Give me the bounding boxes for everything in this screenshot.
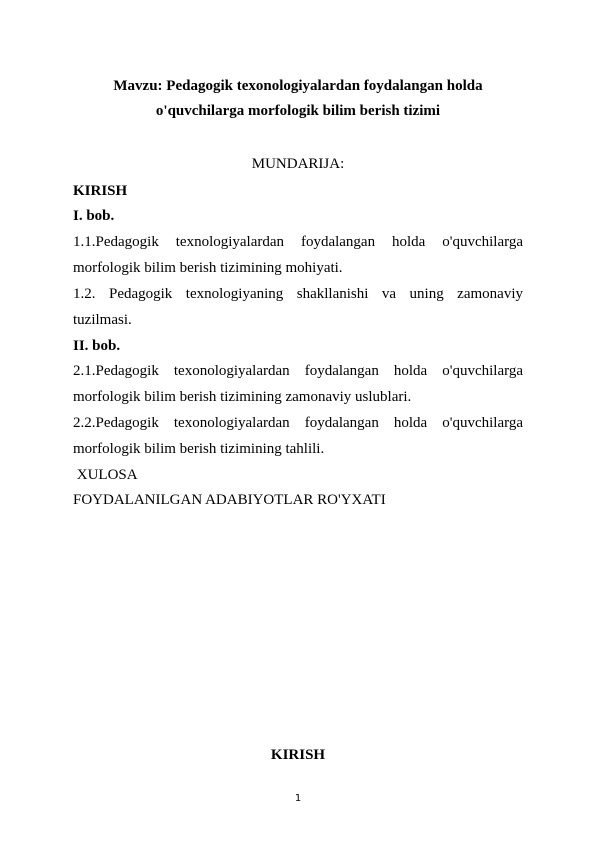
document-title-line-1: Mavzu: Pedagogik texonologiyalardan foydalangan holda bbox=[113, 78, 483, 94]
toc-item-2-2-line-1: 2.2.Pedagogik texonologiyalardan foydalangan holda o'quvchilarga bbox=[73, 415, 523, 431]
document-title-line-2: o'quvchilarga morfologik bilim berish tizimi bbox=[155, 103, 441, 119]
contents-heading: MUNDARIJA: bbox=[251, 156, 345, 172]
toc-item-2-1-line-1: 2.1.Pedagogik texonologiyalardan foydalangan holda o'quvchilarga bbox=[73, 363, 523, 379]
toc-references: FOYDALANILGAN ADABIYOTLAR RO'YXATI bbox=[73, 492, 386, 508]
toc-item-1-2-line-2: tuzilmasi. bbox=[73, 312, 132, 328]
toc-item-1-2-line-1: 1.2. Pedagogik texnologiyaning shakllanishi va uning zamonaviy bbox=[73, 286, 523, 302]
toc-conclusion: XULOSA bbox=[73, 467, 138, 483]
section-heading-intro: KIRISH bbox=[270, 747, 326, 763]
toc-intro: KIRISH bbox=[73, 183, 128, 199]
toc-item-2-1-line-2: morfologik bilim berish tizimining zamonaviy uslublari. bbox=[73, 389, 412, 405]
toc-chapter-1: I. bob. bbox=[73, 208, 115, 224]
page-number: 1 bbox=[294, 793, 302, 804]
toc-item-2-2-line-2: morfologik bilim berish tizimining tahlili. bbox=[73, 441, 325, 457]
toc-item-1-1-line-1: 1.1.Pedagogik texnologiyalardan foydalangan holda o'quvchilarga bbox=[73, 234, 523, 250]
toc-chapter-2: II. bob. bbox=[73, 338, 121, 354]
toc-item-1-1-line-2: morfologik bilim berish tizimining mohiyati. bbox=[73, 260, 343, 276]
